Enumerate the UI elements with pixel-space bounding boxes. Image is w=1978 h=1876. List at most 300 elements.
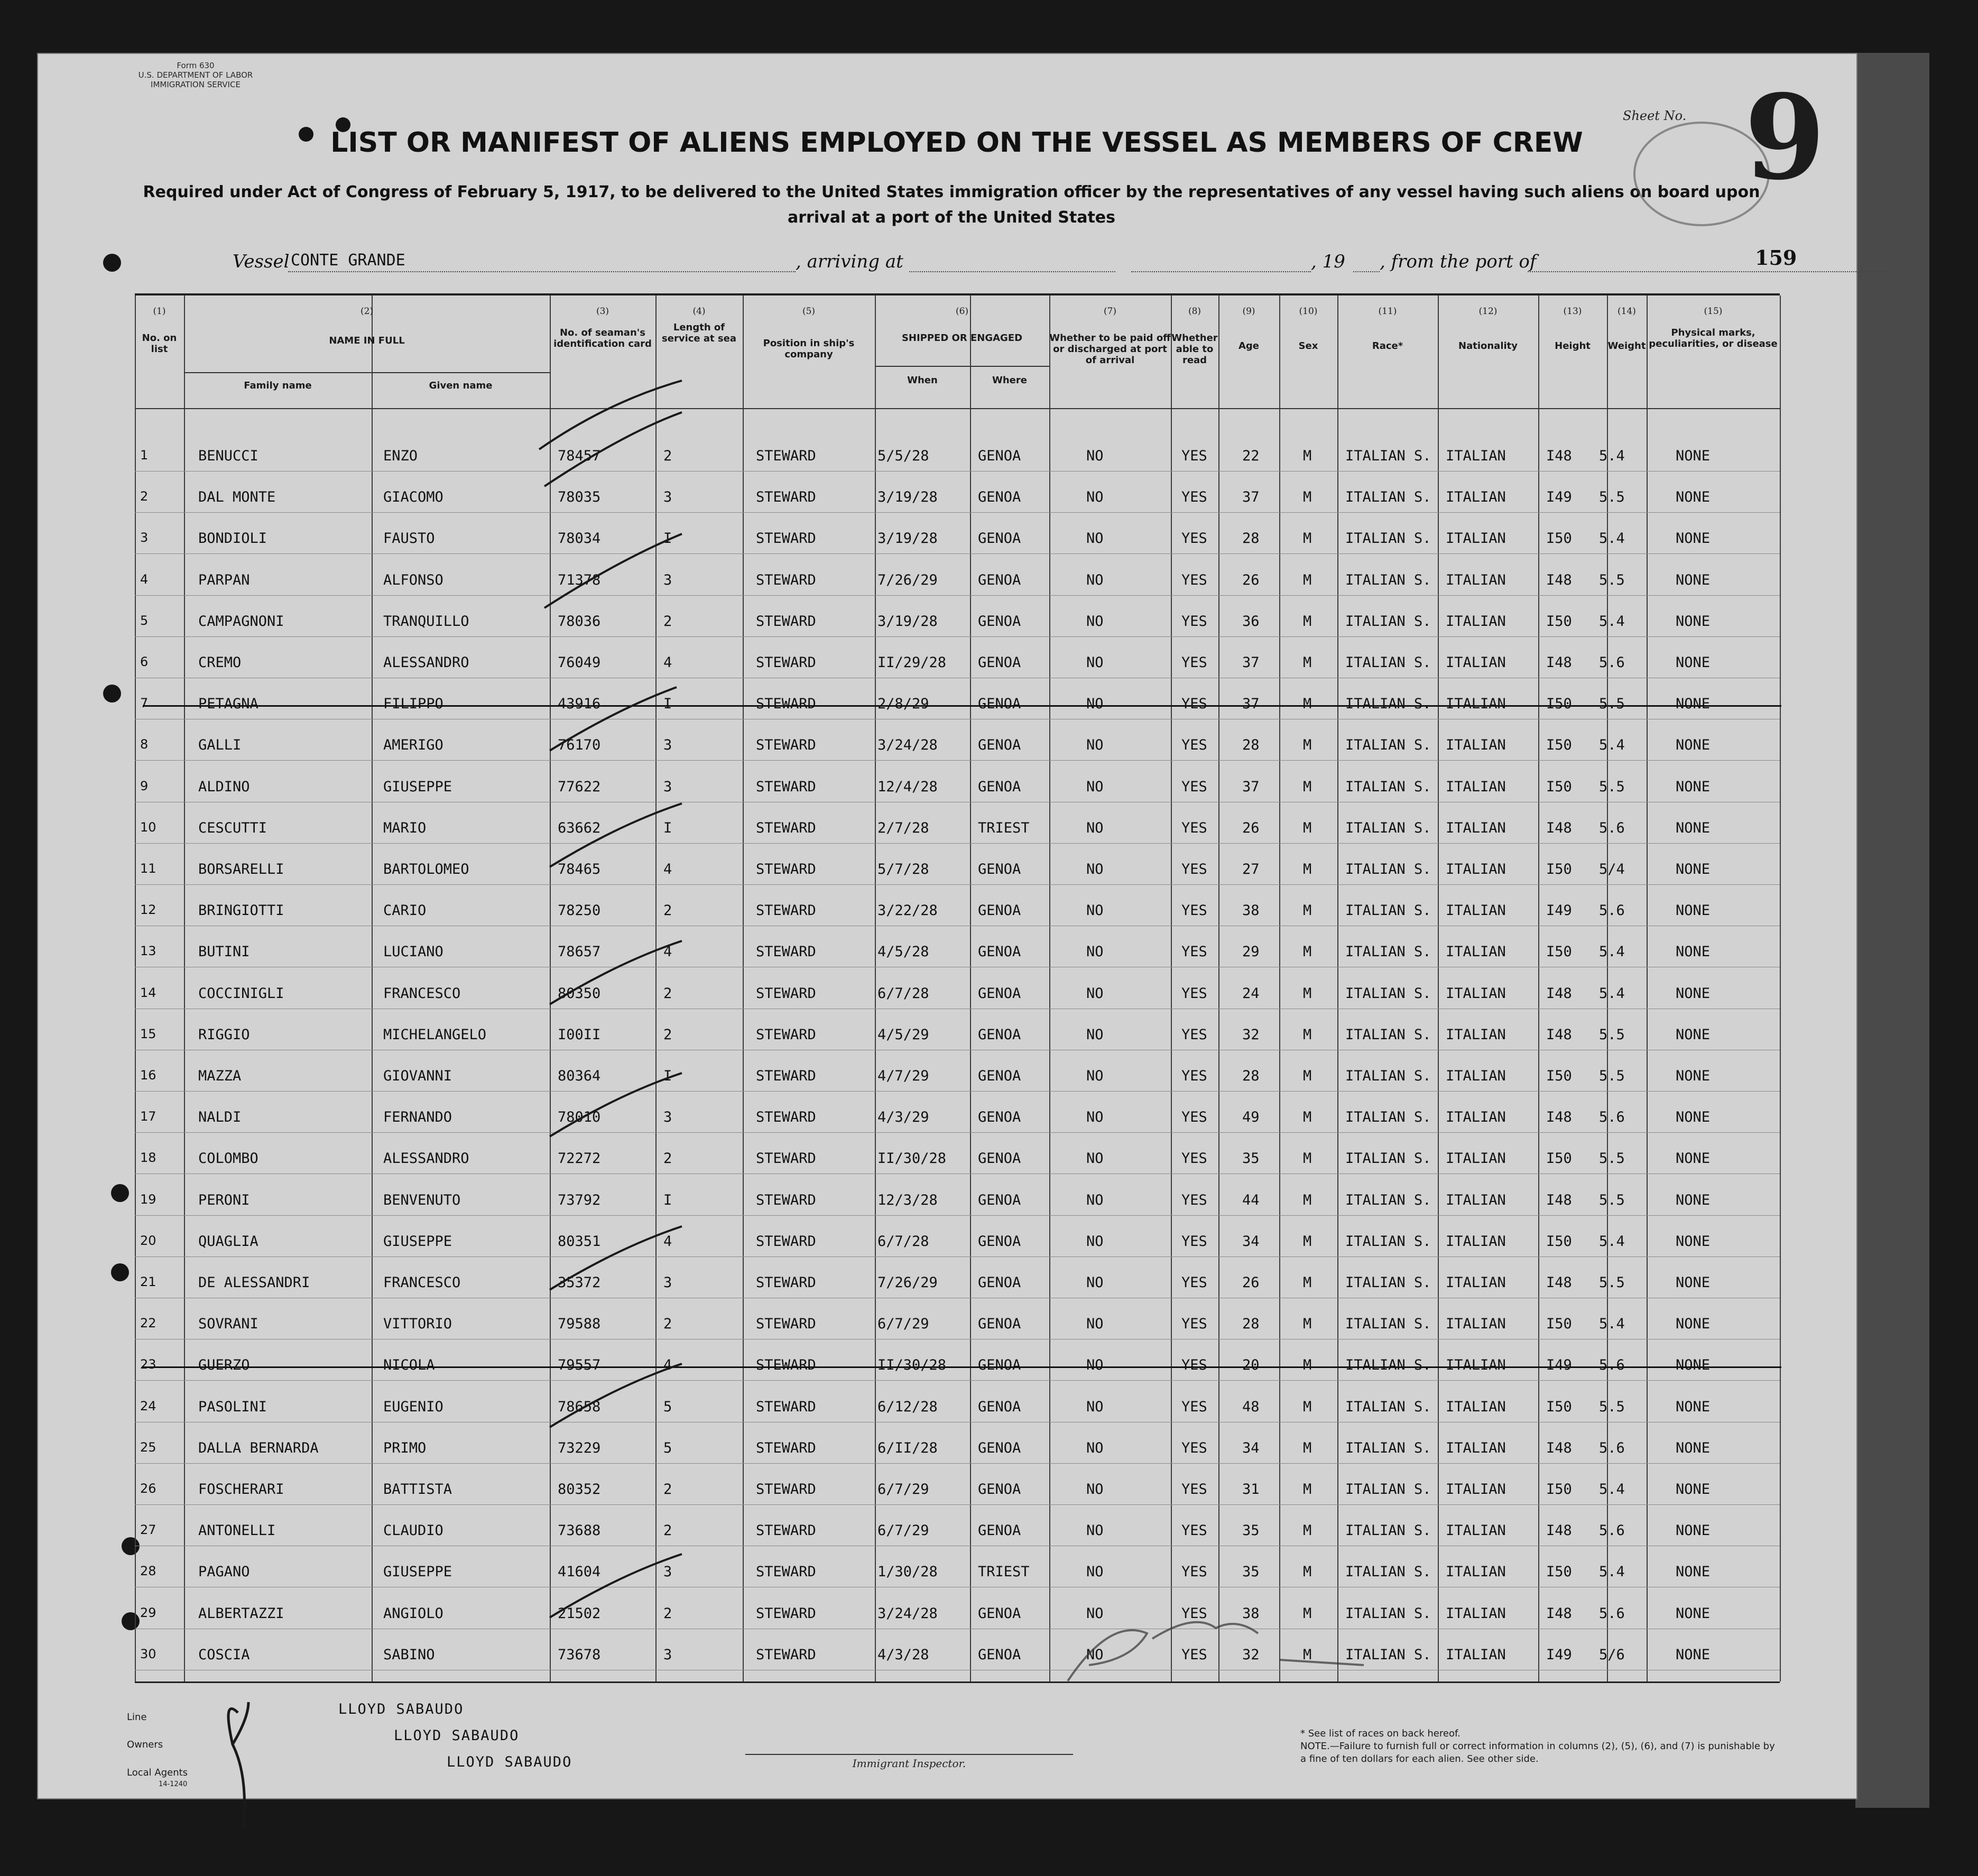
- able-to-read: YES: [1181, 861, 1207, 877]
- position: STEWARD: [756, 902, 816, 919]
- shipped-when: 5/7/28: [877, 861, 929, 877]
- age: 26: [1242, 571, 1260, 588]
- sex: M: [1303, 778, 1312, 795]
- shipped-where: GENOA: [978, 902, 1021, 919]
- height: I49: [1546, 1357, 1572, 1374]
- race: ITALIAN S.: [1345, 1109, 1431, 1126]
- id-card-number: 21502: [558, 1605, 601, 1622]
- column-number: (8): [1188, 306, 1201, 317]
- document-title: LIST OR MANIFEST OF ALIENS EMPLOYED ON THE VESSEL AS MEMBERS OF CREW: [330, 127, 1583, 159]
- sex: M: [1303, 861, 1312, 877]
- able-to-read: YES: [1181, 1026, 1207, 1043]
- id-card-number: 80351: [558, 1233, 601, 1250]
- header-nationality: Nationality: [1458, 340, 1518, 352]
- weight: 5.5: [1599, 1150, 1625, 1167]
- position: STEWARD: [756, 1233, 816, 1250]
- physical-marks: NONE: [1676, 985, 1711, 1002]
- row-number: 21: [140, 1274, 156, 1289]
- weight: 5.5: [1599, 1026, 1625, 1043]
- row-number: 2: [140, 489, 149, 504]
- column-number: (12): [1478, 306, 1498, 317]
- race: ITALIAN S.: [1345, 1068, 1431, 1084]
- sex: M: [1303, 1481, 1312, 1498]
- paid-off: NO: [1086, 737, 1104, 754]
- header-sex: Sex: [1298, 340, 1318, 352]
- check-mark: [550, 1226, 682, 1290]
- family-name: CREMO: [198, 654, 242, 671]
- shipped-where: GENOA: [978, 571, 1021, 588]
- physical-marks: NONE: [1676, 944, 1711, 960]
- check-mark: [539, 381, 682, 449]
- owners-label: Owners: [127, 1739, 163, 1750]
- weight: 5.6: [1599, 902, 1625, 919]
- given-name: NICOLA: [383, 1357, 435, 1374]
- family-name: SOVRANI: [198, 1316, 258, 1333]
- physical-marks: NONE: [1676, 571, 1711, 588]
- able-to-read: YES: [1181, 944, 1207, 960]
- race: ITALIAN S.: [1345, 489, 1431, 506]
- department-name: U.S. DEPARTMENT OF LABOR: [138, 70, 253, 80]
- shipped-when: 12/3/28: [877, 1191, 938, 1208]
- id-card-number: 76049: [558, 654, 601, 671]
- shipped-where: GENOA: [978, 1316, 1021, 1333]
- row-number: 20: [140, 1233, 156, 1248]
- header-physical-marks: Physical marks, peculiarities, or disease: [1649, 327, 1778, 349]
- given-name: TRANQUILLO: [383, 613, 469, 630]
- port-label: , from the port of: [1380, 251, 1537, 272]
- row-number: 18: [140, 1150, 156, 1166]
- weight: 5.6: [1599, 1522, 1625, 1539]
- shipped-where: GENOA: [978, 861, 1021, 877]
- age: 27: [1242, 861, 1260, 877]
- able-to-read: YES: [1181, 1605, 1207, 1622]
- id-card-number: 35372: [558, 1274, 601, 1291]
- page-number: 159: [1755, 246, 1797, 270]
- sex: M: [1303, 448, 1312, 464]
- shipped-where: GENOA: [978, 530, 1021, 547]
- shipped-when: 1/30/28: [877, 1564, 938, 1581]
- position: STEWARD: [756, 778, 816, 795]
- row-number: 13: [140, 944, 156, 959]
- nationality: ITALIAN: [1446, 696, 1506, 713]
- age: 44: [1242, 1191, 1260, 1208]
- physical-marks: NONE: [1676, 861, 1711, 877]
- shipped-where: GENOA: [978, 1646, 1021, 1663]
- position: STEWARD: [756, 1398, 816, 1415]
- race: ITALIAN S.: [1345, 654, 1431, 671]
- given-name: GIUSEPPE: [383, 778, 452, 795]
- position: STEWARD: [756, 861, 816, 877]
- row-number: 23: [140, 1357, 156, 1372]
- sex: M: [1303, 1316, 1312, 1333]
- family-name: NALDI: [198, 1109, 242, 1126]
- shipped-when: 6/7/29: [877, 1481, 929, 1498]
- position: STEWARD: [756, 1109, 816, 1126]
- race: ITALIAN S.: [1345, 1481, 1431, 1498]
- paid-off: NO: [1086, 1026, 1104, 1043]
- able-to-read: YES: [1181, 778, 1207, 795]
- column-number: (13): [1563, 306, 1582, 317]
- weight: 5.4: [1599, 1316, 1625, 1333]
- id-card-number: 63662: [558, 819, 601, 836]
- sex: M: [1303, 1646, 1312, 1663]
- given-name: VITTORIO: [383, 1316, 452, 1333]
- sheet-number: 9: [1744, 69, 1826, 206]
- position: STEWARD: [756, 819, 816, 836]
- height: I48: [1546, 1522, 1572, 1539]
- able-to-read: YES: [1181, 902, 1207, 919]
- race: ITALIAN S.: [1345, 1026, 1431, 1043]
- service-length: I: [663, 819, 672, 836]
- line-value: LLOYD SABAUDO: [338, 1701, 464, 1717]
- shipped-where: GENOA: [978, 1357, 1021, 1374]
- service-length: 3: [663, 1564, 672, 1581]
- race: ITALIAN S.: [1345, 778, 1431, 795]
- row-number: 29: [140, 1605, 156, 1620]
- race: ITALIAN S.: [1345, 1274, 1431, 1291]
- race: ITALIAN S.: [1345, 613, 1431, 630]
- weight: 5.5: [1599, 1068, 1625, 1084]
- physical-marks: NONE: [1676, 1316, 1711, 1333]
- id-card-number: 77622: [558, 778, 601, 795]
- row-number: 8: [140, 737, 149, 752]
- age: 26: [1242, 1274, 1260, 1291]
- paid-off: NO: [1086, 1357, 1104, 1374]
- position: STEWARD: [756, 696, 816, 713]
- family-name: COCCINIGLI: [198, 985, 284, 1002]
- service-length: 3: [663, 1109, 672, 1126]
- paid-off: NO: [1086, 1068, 1104, 1084]
- weight: 5.6: [1599, 1109, 1625, 1126]
- shipped-where: GENOA: [978, 944, 1021, 960]
- age: 34: [1242, 1439, 1260, 1456]
- form-code: 14-1240: [159, 1780, 188, 1788]
- race: ITALIAN S.: [1345, 1605, 1431, 1622]
- service-length: 5: [663, 1398, 672, 1415]
- race: ITALIAN S.: [1345, 1564, 1431, 1581]
- nationality: ITALIAN: [1446, 944, 1506, 960]
- position: STEWARD: [756, 1274, 816, 1291]
- shipped-when: 4/5/28: [877, 944, 929, 960]
- agents-value: LLOYD SABAUDO: [447, 1754, 572, 1770]
- able-to-read: YES: [1181, 1274, 1207, 1291]
- nationality: ITALIAN: [1446, 613, 1506, 630]
- shipped-when: 6/II/28: [877, 1439, 938, 1456]
- age: 35: [1242, 1564, 1260, 1581]
- paid-off: NO: [1086, 1564, 1104, 1581]
- sex: M: [1303, 1068, 1312, 1084]
- id-card-number: 79557: [558, 1357, 601, 1374]
- physical-marks: NONE: [1676, 530, 1711, 547]
- sex: M: [1303, 1522, 1312, 1539]
- sex: M: [1303, 1564, 1312, 1581]
- age: 35: [1242, 1522, 1260, 1539]
- given-name: ALFONSO: [383, 571, 443, 588]
- given-name: LUCIANO: [383, 944, 443, 960]
- nationality: ITALIAN: [1446, 654, 1506, 671]
- family-name: FOSCHERARI: [198, 1481, 284, 1498]
- age: 28: [1242, 737, 1260, 754]
- physical-marks: NONE: [1676, 1481, 1711, 1498]
- physical-marks: NONE: [1676, 1398, 1711, 1415]
- owners-value: LLOYD SABAUDO: [394, 1727, 520, 1744]
- row-number: 22: [140, 1316, 156, 1331]
- shipped-where: GENOA: [978, 1068, 1021, 1084]
- column-number: (2): [360, 306, 374, 317]
- nationality: ITALIAN: [1446, 1191, 1506, 1208]
- family-name: BUTINI: [198, 944, 250, 960]
- service-length: 2: [663, 448, 672, 464]
- service-length: 2: [663, 1316, 672, 1333]
- position: STEWARD: [756, 737, 816, 754]
- race: ITALIAN S.: [1345, 530, 1431, 547]
- nationality: ITALIAN: [1446, 1564, 1506, 1581]
- weight: 5.6: [1599, 819, 1625, 836]
- given-name: BARTOLOMEO: [383, 861, 469, 877]
- shipped-when: 6/12/28: [877, 1398, 938, 1415]
- shipped-where: GENOA: [978, 448, 1021, 464]
- service-length: 4: [663, 861, 672, 877]
- age: 38: [1242, 902, 1260, 919]
- physical-marks: NONE: [1676, 1233, 1711, 1250]
- year-label: , 19: [1311, 251, 1345, 272]
- column-number: (6): [955, 306, 969, 317]
- height: I48: [1546, 448, 1572, 464]
- row-number: 19: [140, 1191, 156, 1207]
- given-name: GIUSEPPE: [383, 1564, 452, 1581]
- weight: 5.5: [1599, 1191, 1625, 1208]
- height: I48: [1546, 654, 1572, 671]
- shipped-when: 7/26/29: [877, 1274, 938, 1291]
- given-name: FILIPPO: [383, 696, 443, 713]
- column-number: (3): [596, 306, 609, 317]
- age: 20: [1242, 1357, 1260, 1374]
- age: 31: [1242, 1481, 1260, 1498]
- service-length: 2: [663, 1605, 672, 1622]
- nationality: ITALIAN: [1446, 1605, 1506, 1622]
- able-to-read: YES: [1181, 1357, 1207, 1374]
- height: I48: [1546, 1439, 1572, 1456]
- race: ITALIAN S.: [1345, 1398, 1431, 1415]
- family-name: PARPAN: [198, 571, 250, 588]
- weight: 5.4: [1599, 1233, 1625, 1250]
- row-number: 4: [140, 571, 149, 587]
- paid-off: NO: [1086, 654, 1104, 671]
- id-card-number: 73678: [558, 1646, 601, 1663]
- able-to-read: YES: [1181, 737, 1207, 754]
- id-card-number: 78035: [558, 489, 601, 506]
- sex: M: [1303, 1274, 1312, 1291]
- document-subtitle: Required under Act of Congress of February 5, 1917, to be delivered to the United States immigration officer by the representatives of any vessel having such aliens on board upon arrival at a port of the United States: [143, 183, 1760, 227]
- age: 24: [1242, 985, 1260, 1002]
- shipped-where: GENOA: [978, 737, 1021, 754]
- family-name: DAL MONTE: [198, 489, 276, 506]
- height: I50: [1546, 1564, 1572, 1581]
- age: 35: [1242, 1150, 1260, 1167]
- race: ITALIAN S.: [1345, 571, 1431, 588]
- family-name: BRINGIOTTI: [198, 902, 284, 919]
- age: 37: [1242, 489, 1260, 506]
- family-name: PAGANO: [198, 1564, 250, 1581]
- position: STEWARD: [756, 1357, 816, 1374]
- nationality: ITALIAN: [1446, 1026, 1506, 1043]
- paid-off: NO: [1086, 1646, 1104, 1663]
- given-name: GIOVANNI: [383, 1068, 452, 1084]
- given-name: MARIO: [383, 819, 427, 836]
- shipped-where: GENOA: [978, 1398, 1021, 1415]
- nationality: ITALIAN: [1446, 489, 1506, 506]
- race: ITALIAN S.: [1345, 696, 1431, 713]
- id-card-number: I00II: [558, 1026, 601, 1043]
- nationality: ITALIAN: [1446, 530, 1506, 547]
- row-number: 1: [140, 448, 149, 463]
- race: ITALIAN S.: [1345, 1233, 1431, 1250]
- height: I48: [1546, 819, 1572, 836]
- id-card-number: 76170: [558, 737, 601, 754]
- nationality: ITALIAN: [1446, 1398, 1506, 1415]
- vessel-name: CONTE GRANDE: [291, 251, 405, 270]
- row-number: 25: [140, 1439, 156, 1455]
- family-name: BONDIOLI: [198, 530, 267, 547]
- handwritten-sheet-number: [228, 1702, 248, 1829]
- shipped-where: GENOA: [978, 1481, 1021, 1498]
- age: 22: [1242, 448, 1260, 464]
- physical-marks: NONE: [1676, 1646, 1711, 1663]
- weight: 5/4: [1599, 861, 1625, 877]
- family-name: ANTONELLI: [198, 1522, 276, 1539]
- physical-marks: NONE: [1676, 1109, 1711, 1126]
- id-card-number: 78657: [558, 944, 601, 960]
- paid-off: NO: [1086, 985, 1104, 1002]
- row-number: 30: [140, 1646, 156, 1661]
- position: STEWARD: [756, 1150, 816, 1167]
- weight: 5.5: [1599, 489, 1625, 506]
- nationality: ITALIAN: [1446, 819, 1506, 836]
- header-paid-off: Whether to be paid off or discharged at port of arrival: [1049, 332, 1171, 366]
- given-name: FRANCESCO: [383, 985, 461, 1002]
- shipped-when: II/30/28: [877, 1357, 947, 1374]
- age: 29: [1242, 944, 1260, 960]
- nationality: ITALIAN: [1446, 737, 1506, 754]
- age: 32: [1242, 1646, 1260, 1663]
- physical-marks: NONE: [1676, 1522, 1711, 1539]
- sex: M: [1303, 696, 1312, 713]
- height: I49: [1546, 1646, 1572, 1663]
- service-length: 2: [663, 902, 672, 919]
- sex: M: [1303, 1191, 1312, 1208]
- height: I48: [1546, 1191, 1572, 1208]
- height: I50: [1546, 1233, 1572, 1250]
- row-number: 14: [140, 985, 156, 1000]
- id-card-number: 71378: [558, 571, 601, 588]
- service-length: 5: [663, 1439, 672, 1456]
- nationality: ITALIAN: [1446, 1150, 1506, 1167]
- family-name: BENUCCI: [198, 448, 258, 464]
- height: I48: [1546, 985, 1572, 1002]
- id-card-number: 72272: [558, 1150, 601, 1167]
- physical-marks: NONE: [1676, 1026, 1711, 1043]
- able-to-read: YES: [1181, 448, 1207, 464]
- position: STEWARD: [756, 1316, 816, 1333]
- family-name: PETAGNA: [198, 696, 258, 713]
- position: STEWARD: [756, 1439, 816, 1456]
- given-name: CARIO: [383, 902, 427, 919]
- paid-off: NO: [1086, 1316, 1104, 1333]
- paid-off: NO: [1086, 1109, 1104, 1126]
- sex: M: [1303, 985, 1312, 1002]
- able-to-read: YES: [1181, 985, 1207, 1002]
- physical-marks: NONE: [1676, 654, 1711, 671]
- vessel-label: Vessel: [233, 251, 290, 272]
- paid-off: NO: [1086, 448, 1104, 464]
- race: ITALIAN S.: [1345, 1522, 1431, 1539]
- sex: M: [1303, 1605, 1312, 1622]
- column-number: (5): [802, 306, 816, 317]
- age: 49: [1242, 1109, 1260, 1126]
- header-family-name: Family name: [244, 380, 312, 391]
- position: STEWARD: [756, 1605, 816, 1622]
- shipped-when: 3/22/28: [877, 902, 938, 919]
- physical-marks: NONE: [1676, 696, 1711, 713]
- given-name: FRANCESCO: [383, 1274, 461, 1291]
- given-name: GIACOMO: [383, 489, 443, 506]
- height: I50: [1546, 696, 1572, 713]
- paid-off: NO: [1086, 944, 1104, 960]
- able-to-read: YES: [1181, 489, 1207, 506]
- header-height: Height: [1555, 340, 1591, 352]
- column-number: (1): [153, 306, 166, 317]
- given-name: GIUSEPPE: [383, 1233, 452, 1250]
- service-length: 2: [663, 613, 672, 630]
- shipped-where: GENOA: [978, 613, 1021, 630]
- shipped-when: 4/3/28: [877, 1646, 929, 1663]
- nationality: ITALIAN: [1446, 1316, 1506, 1333]
- race: ITALIAN S.: [1345, 985, 1431, 1002]
- service-length: 3: [663, 489, 672, 506]
- nationality: ITALIAN: [1446, 902, 1506, 919]
- id-card-number: 78036: [558, 613, 601, 630]
- height: I50: [1546, 1068, 1572, 1084]
- paid-off: NO: [1086, 1150, 1104, 1167]
- id-card-number: 78658: [558, 1398, 601, 1415]
- id-card-number: 78465: [558, 861, 601, 877]
- sex: M: [1303, 1357, 1312, 1374]
- weight: 5.4: [1599, 613, 1625, 630]
- paid-off: NO: [1086, 1191, 1104, 1208]
- shipped-when: 7/26/29: [877, 571, 938, 588]
- service-length: I: [663, 1068, 672, 1084]
- family-name: PASOLINI: [198, 1398, 267, 1415]
- id-card-number: 78010: [558, 1109, 601, 1126]
- shipped-when: 6/7/28: [877, 1233, 929, 1250]
- race: ITALIAN S.: [1345, 1439, 1431, 1456]
- height: I50: [1546, 1481, 1572, 1498]
- physical-marks: NONE: [1676, 902, 1711, 919]
- id-card-number: 80350: [558, 985, 601, 1002]
- sex: M: [1303, 1150, 1312, 1167]
- sex: M: [1303, 1439, 1312, 1456]
- shipped-where: GENOA: [978, 985, 1021, 1002]
- weight: 5.5: [1599, 571, 1625, 588]
- sex: M: [1303, 530, 1312, 547]
- paid-off: NO: [1086, 1274, 1104, 1291]
- physical-marks: NONE: [1676, 1191, 1711, 1208]
- able-to-read: YES: [1181, 1316, 1207, 1333]
- sex: M: [1303, 737, 1312, 754]
- column-number: (15): [1704, 306, 1723, 317]
- row-number: 26: [140, 1481, 156, 1496]
- given-name: MICHELANGELO: [383, 1026, 487, 1043]
